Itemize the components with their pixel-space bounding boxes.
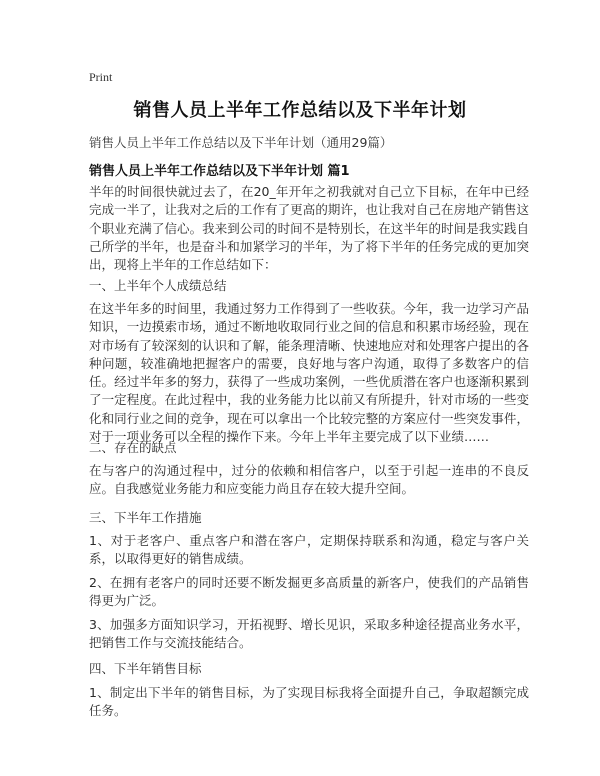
measure-item-1: 1、对于老客户、重点客户和潜在客户，定期保持联系和沟通，稳定与客户关系，以取得更好的销售成绩。 xyxy=(89,533,529,567)
results-paragraph: 在这半年多的时间里，我通过努力工作得到了一些收获。今年，我一边学习产品知识，一边摸索市场，通过不断地收取同行业之间的信息和积累市场经验，现在对市场有了较深刻的认识和了解，能条理清晰、快速地应对和处理客户提出的各种问题，较准确地把握客户的需要，良好地与客户沟通，取得了多数客户的信任。经过半年多的努力，获得了一些成功案例，一些优质潜在客户也逐渐积累到了一定程度。在此过程中，我的业务能力比以前又有所提升，针对市场的一些变化和同行业之间的竞争，现在可以拿出一个比较完整的方案应付一些突发事件，对于一项业务可以全程的操作下来。今年上半年主要完成了以下业绩…… xyxy=(89,301,529,445)
heading-measures: 三、下半年工作措施 xyxy=(89,510,202,525)
target-item-1: 1、制定出下半年的销售目标，为了实现目标我将全面提升自己，争取超额完成任务。 xyxy=(89,685,529,719)
document-subtitle: 销售人员上半年工作总结以及下半年计划（通用29篇） xyxy=(89,135,393,150)
section-heading: 销售人员上半年工作总结以及下半年计划 篇1 xyxy=(89,164,350,179)
measure-item-3: 3、加强多方面知识学习，开拓视野、增长见识，采取多种途径提高业务水平，把销售工作与交流技能结合。 xyxy=(89,617,529,651)
print-link[interactable]: Print xyxy=(89,70,113,84)
heading-shortcomings: 二、存在的缺点 xyxy=(89,440,177,455)
measure-item-2: 2、在拥有老客户的同时还要不断发掘更多高质量的新客户，使我们的产品销售得更为广泛。 xyxy=(89,575,529,609)
heading-personal-results: 一、上半年个人成绩总结 xyxy=(89,278,227,293)
shortcomings-paragraph: 在与客户的沟通过程中，过分的依赖和相信客户，以至于引起一连串的不良反应。自我感觉业务能力和应变能力尚且存在较大提升空间。 xyxy=(89,463,529,497)
page-title: 销售人员上半年工作总结以及下半年计划 xyxy=(133,100,467,121)
heading-sales-targets: 四、下半年销售目标 xyxy=(89,661,202,676)
intro-paragraph: 半年的时间很快就过去了，在20_年开年之初我就对自己立下目标，在年中已经完成一半了，让我对之后的工作有了更高的期许，也让我对自己在房地产销售这个职业充满了信心。我来到公司的时间不是特别长，在这半年的时间是我实践自己所学的半年，也是奋斗和加紧学习的半年，为了将下半年的任务完成的更加突出，现将上半年的工作总结如下： xyxy=(89,184,529,273)
